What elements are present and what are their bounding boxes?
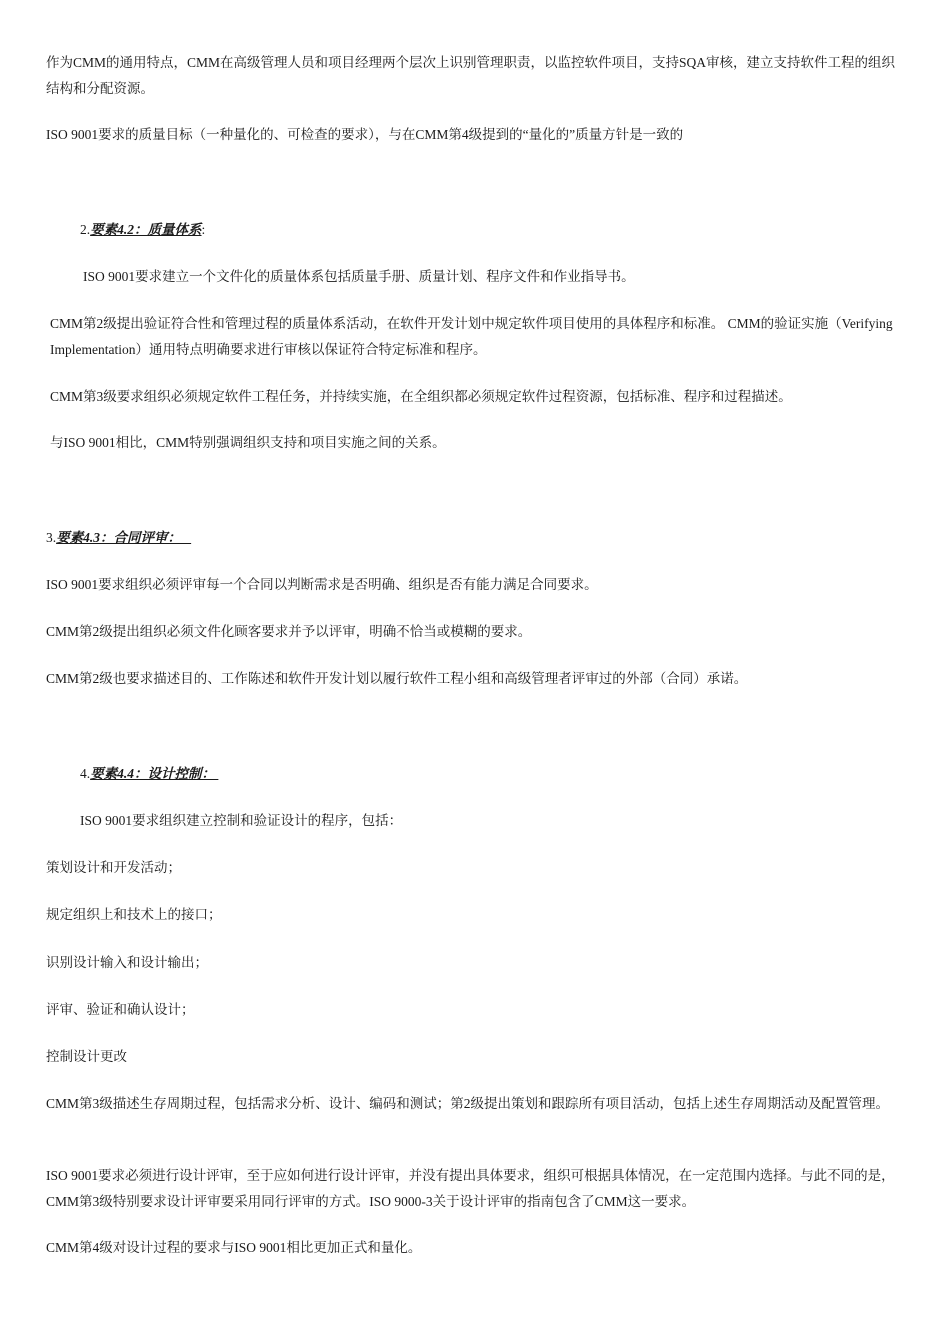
list-item-design-io: 识别设计输入和设计输出； bbox=[46, 955, 208, 970]
heading-title: 要素4.2：质量体系 bbox=[90, 222, 202, 237]
heading-element-4-4 bbox=[80, 761, 908, 787]
heading-title: 要素4.4：设计控制： bbox=[90, 766, 215, 781]
paragraph-quality-system-req: ISO 9001要求建立一个文件化的质量体系包括质量手册、质量计划、程序文件和作业指导书。 bbox=[83, 269, 635, 284]
list-item-design-changes: 控制设计更改 bbox=[46, 1049, 127, 1064]
paragraph-cmm-general-features: 作为CMM的通用特点，CMM在高级管理人员和项目经理两个层次上识别管理职责，以监控软件项目，支持SQA审核，建立支持软件工程的组织结构和分配资源。 bbox=[46, 55, 896, 96]
heading-underline-pad bbox=[181, 530, 191, 545]
heading-underline-pad bbox=[215, 766, 218, 781]
paragraph-quality-objectives: ISO 9001要求的质量目标（一种量化的、可检查的要求），与在CMM第4级提到的“量化的”质量方针是一致的 bbox=[46, 127, 684, 142]
heading-number: 4. bbox=[80, 766, 91, 781]
paragraph-cmm-level2-commitments: CMM第2级也要求描述目的、工作陈述和软件开发计划以履行软件工程小组和高级管理者评审过的外部（合同）承诺。 bbox=[46, 671, 748, 686]
heading-element-4-3 bbox=[46, 525, 908, 551]
list-item-review-verify: 评审、验证和确认设计； bbox=[46, 1002, 195, 1017]
paragraph-cmm-level4-design: CMM第4级对设计过程的要求与ISO 9001相比更加正式和量化。 bbox=[46, 1240, 422, 1255]
heading-element-4-2 bbox=[80, 217, 908, 243]
heading-title: 要素4.3：合同评审： bbox=[56, 530, 181, 545]
paragraph-design-review: ISO 9001要求必须进行设计评审，至于应如何进行设计评审，并没有提出具体要求，组织可根据具体情况，在一定范围内选择。与此不同的是，CMM第3级特别要求设计评审要采用同行评审的方式。ISO 9000-3关于设计评审的指南包含了CMM这一要求。 bbox=[46, 1168, 895, 1209]
paragraph-cmm-level3-tasks: CMM第3级要求组织必须规定软件工程任务，并持续实施，在全组织都必须规定软件过程资源，包括标准、程序和过程描述。 bbox=[50, 389, 792, 404]
heading-number: 2. bbox=[80, 222, 91, 237]
paragraph-design-control-req: ISO 9001要求组织建立控制和验证设计的程序，包括： bbox=[80, 813, 403, 828]
list-item-plan-design: 策划设计和开发活动； bbox=[46, 860, 181, 875]
paragraph-cmm-lifecycle: CMM第3级描述生存周期过程，包括需求分析、设计、编码和测试；第2级提出策划和跟踪所有项目活动，包括上述生存周期活动及配置管理。 bbox=[46, 1096, 890, 1111]
paragraph-cmm-level2-verify: CMM第2级提出验证符合性和管理过程的质量体系活动，在软件开发计划中规定软件项目使用的具体程序和标准。 CMM的验证实施（Verifying Implementation）通用特点明确要求进行审核以保证符合特定标准和程序。 bbox=[50, 316, 893, 357]
heading-colon: : bbox=[201, 222, 206, 237]
paragraph-cmm-level2-customer: CMM第2级提出组织必须文件化顾客要求并予以评审，明确不恰当或模糊的要求。 bbox=[46, 624, 532, 639]
paragraph-org-support: 与ISO 9001相比，CMM特别强调组织支持和项目实施之间的关系。 bbox=[50, 435, 446, 450]
paragraph-contract-review: ISO 9001要求组织必须评审每一个合同以判断需求是否明确、组织是否有能力满足合同要求。 bbox=[46, 577, 598, 592]
list-item-define-interfaces: 规定组织上和技术上的接口； bbox=[46, 907, 222, 922]
heading-number: 3. bbox=[46, 530, 57, 545]
